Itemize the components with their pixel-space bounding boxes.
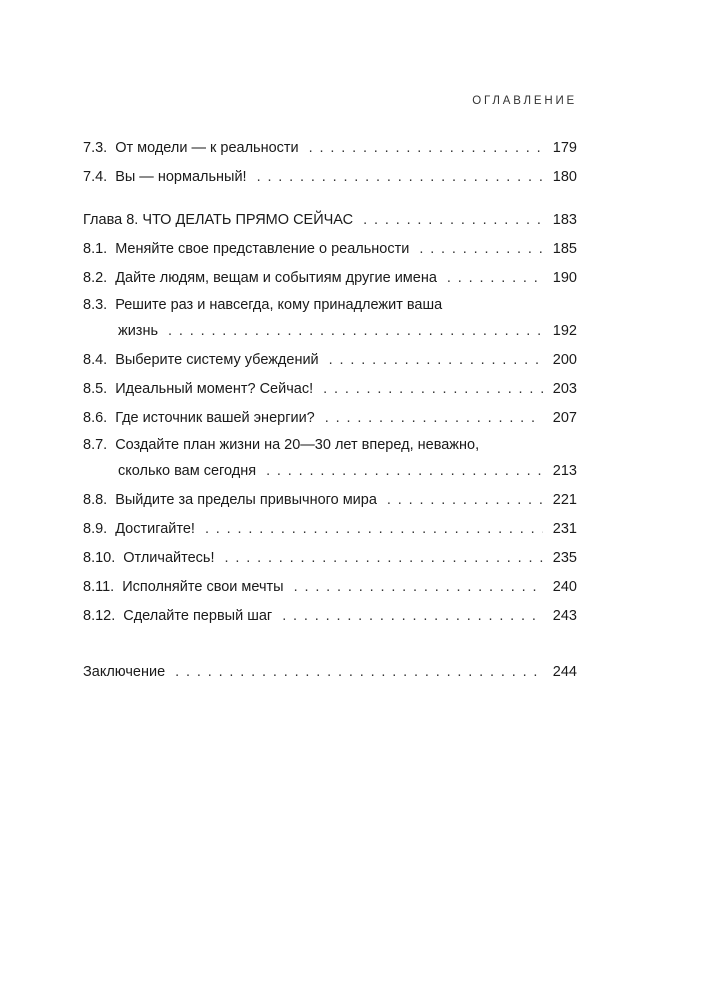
dot-leader xyxy=(323,375,543,404)
entry-page: 213 xyxy=(552,463,577,479)
entry-page: 231 xyxy=(552,521,577,537)
entry-title: Вы — нормальный! xyxy=(115,169,247,185)
entry-page: 183 xyxy=(552,212,577,228)
entry-page: 243 xyxy=(552,608,577,624)
entry-title-line1: Создайте план жизни на 20—30 лет вперед, неважно, xyxy=(115,437,480,453)
entry-title: От модели — к реальности xyxy=(115,140,299,156)
entry-number: 8.12. xyxy=(83,608,116,624)
entry-title: Выйдите за пределы привычного мира xyxy=(115,492,377,508)
dot-leader xyxy=(168,317,543,346)
toc-entry-8-7[interactable] xyxy=(83,433,577,486)
toc-entry-8-8[interactable] xyxy=(83,486,577,515)
dot-leader xyxy=(175,658,543,687)
chapter-title: Глава 8. ЧТО ДЕЛАТЬ ПРЯМО СЕЙЧАС xyxy=(83,212,354,228)
entry-page: 185 xyxy=(552,241,577,257)
toc-entry-8-12[interactable] xyxy=(83,602,577,631)
dot-leader xyxy=(325,404,543,433)
entry-page: 240 xyxy=(552,579,577,595)
entry-title: Меняйте свое представление о реальности xyxy=(115,241,410,257)
toc-entry-8-2[interactable] xyxy=(83,264,577,293)
entry-title-line2: жизнь xyxy=(118,323,159,339)
entry-page: 203 xyxy=(552,381,577,397)
entry-page: 244 xyxy=(552,664,577,680)
dot-leader xyxy=(419,235,543,264)
entry-page: 200 xyxy=(552,352,577,368)
dot-leader xyxy=(266,457,543,486)
dot-leader xyxy=(282,602,543,631)
entry-number: 8.4. xyxy=(83,352,108,368)
entry-page: 235 xyxy=(552,550,577,566)
entry-number: 8.10. xyxy=(83,550,116,566)
entry-number: 8.3. xyxy=(83,297,108,313)
dot-leader xyxy=(329,346,543,375)
entry-page: 221 xyxy=(552,492,577,508)
dot-leader xyxy=(225,544,543,573)
entry-number: 8.8. xyxy=(83,492,108,508)
dot-leader xyxy=(294,573,543,602)
toc-entry-8-1[interactable] xyxy=(83,235,577,264)
dot-leader xyxy=(387,486,543,515)
entry-title: Отличайтесь! xyxy=(123,550,215,566)
entry-number: 8.11. xyxy=(83,579,115,595)
entry-title: Идеальный момент? Сейчас! xyxy=(115,381,314,397)
entry-title: Достигайте! xyxy=(115,521,195,537)
entry-number: 7.3. xyxy=(83,140,108,156)
dot-leader xyxy=(309,134,543,163)
entry-page: 179 xyxy=(552,140,577,156)
toc-entry-chapter-8[interactable] xyxy=(83,206,577,235)
entry-number: 8.2. xyxy=(83,270,108,286)
toc-entry-8-6[interactable] xyxy=(83,404,577,433)
entry-title: Заключение xyxy=(83,664,166,680)
entry-number: 8.5. xyxy=(83,381,108,397)
entry-title: Сделайте первый шаг xyxy=(123,608,273,624)
dot-leader xyxy=(205,515,543,544)
entry-title: Исполняйте свои мечты xyxy=(122,579,284,595)
entry-title: Где источник вашей энергии? xyxy=(115,410,315,426)
toc-entry-8-4[interactable] xyxy=(83,346,577,375)
toc-entry-8-5[interactable] xyxy=(83,375,577,404)
dot-leader xyxy=(257,163,543,192)
entry-number: 8.9. xyxy=(83,521,108,537)
dot-leader xyxy=(447,264,543,293)
entry-page: 192 xyxy=(552,323,577,339)
entry-title: Выберите систему убеждений xyxy=(115,352,319,368)
entry-number: 8.7. xyxy=(83,437,108,453)
entry-title-line1: Решите раз и навсегда, кому принадлежит ваша xyxy=(115,297,443,313)
entry-number: 8.1. xyxy=(83,241,108,257)
toc-entry-conclusion[interactable] xyxy=(83,658,577,687)
entry-page: 180 xyxy=(552,169,577,185)
entry-number: 8.6. xyxy=(83,410,108,426)
dot-leader xyxy=(363,206,543,235)
toc-entry-7-4[interactable] xyxy=(83,163,577,192)
entry-page: 207 xyxy=(552,410,577,426)
entry-title: Дайте людям, вещам и событиям другие имена xyxy=(115,270,437,286)
toc-entry-8-3[interactable] xyxy=(83,293,577,346)
running-head: ОГЛАВЛЕНИЕ xyxy=(472,95,577,107)
entry-number: 7.4. xyxy=(83,169,108,185)
toc-entry-8-9[interactable] xyxy=(83,515,577,544)
table-of-contents xyxy=(83,134,577,687)
entry-page: 190 xyxy=(552,270,577,286)
toc-entry-7-3[interactable] xyxy=(83,134,577,163)
toc-entry-8-11[interactable] xyxy=(83,573,577,602)
entry-title-line2: сколько вам сегодня xyxy=(118,463,257,479)
toc-entry-8-10[interactable] xyxy=(83,544,577,573)
